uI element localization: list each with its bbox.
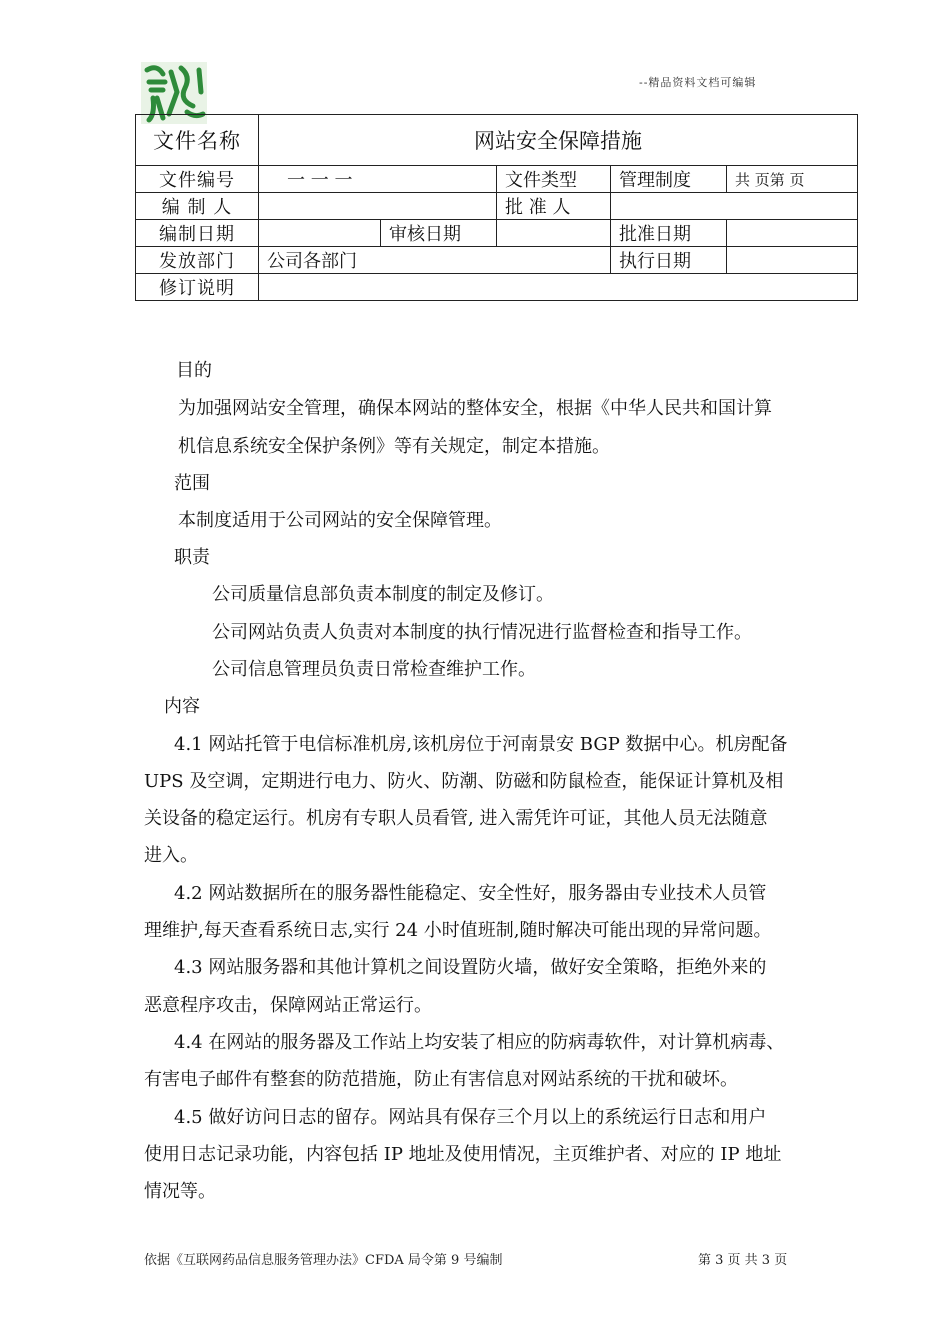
scope-heading: 范围 bbox=[174, 473, 210, 494]
revision-value bbox=[259, 274, 858, 301]
review-date-label: 审核日期 bbox=[381, 220, 497, 247]
approver-label: 批 准 人 bbox=[497, 193, 611, 220]
scope-text: 本制度适用于公司网站的安全保障管理。 bbox=[178, 510, 502, 531]
file-name-label: 文件名称 bbox=[136, 115, 259, 166]
document-info-table bbox=[135, 114, 858, 301]
purpose-line-1: 为加强网站安全管理，确保本网站的整体安全，根据《中华人民共和国计算 bbox=[178, 398, 772, 419]
page-info: 共 页第 页 bbox=[727, 166, 858, 193]
exec-date-label: 执行日期 bbox=[611, 247, 727, 274]
file-name-value: 网站安全保障措施 bbox=[259, 115, 858, 166]
file-no-label: 文件编号 bbox=[136, 166, 259, 193]
date-value bbox=[259, 220, 381, 247]
duty-heading: 职责 bbox=[174, 547, 210, 568]
author-label: 编 制 人 bbox=[136, 193, 259, 220]
duty-item-3: 公司信息管理员负责日常检查维护工作。 bbox=[212, 659, 536, 680]
section-4-1-line-1: 4.1 网站托管于电信标准机房,该机房位于河南景安 BGP 数据中心。机房配备 bbox=[174, 734, 788, 755]
section-4-1-line-3: 关设备的稳定运行。机房有专职人员看管, 进入需凭许可证，其他人员无法随意 bbox=[144, 808, 768, 829]
approve-date-value bbox=[727, 220, 858, 247]
section-4-4-line-2: 有害电子邮件有整套的防范措施，防止有害信息对网站系统的干扰和破坏。 bbox=[144, 1069, 738, 1090]
section-4-2-line-1: 4.2 网站数据所在的服务器性能稳定、安全性好，服务器由专业技术人员管 bbox=[174, 883, 767, 904]
footer-page-number: 第 3 页 共 3 页 bbox=[698, 1253, 788, 1268]
purpose-line-2: 机信息系统安全保护条例》等有关规定，制定本措施。 bbox=[178, 436, 610, 457]
approve-date-label: 批准日期 bbox=[611, 220, 727, 247]
exec-date-value bbox=[727, 247, 858, 274]
footer-regulation: 依据《互联网药品信息服务管理办法》CFDA 局令第 9 号编制 bbox=[144, 1253, 503, 1268]
section-4-5-line-3: 情况等。 bbox=[144, 1181, 216, 1202]
file-type-label: 文件类型 bbox=[497, 166, 611, 193]
section-4-1-line-4: 进入。 bbox=[144, 845, 198, 866]
duty-item-2: 公司网站负责人负责对本制度的执行情况进行监督检查和指导工作。 bbox=[212, 622, 752, 643]
revision-label: 修订说明 bbox=[136, 274, 259, 301]
review-date-value bbox=[497, 220, 611, 247]
purpose-heading: 目的 bbox=[176, 360, 212, 381]
dept-value: 公司各部门 bbox=[259, 247, 611, 274]
date-label: 编制日期 bbox=[136, 220, 259, 247]
section-4-5-line-2: 使用日志记录功能，内容包括 IP 地址及使用情况，主页维护者、对应的 IP 地址 bbox=[144, 1144, 782, 1165]
section-4-1-line-2: UPS 及空调，定期进行电力、防火、防潮、防磁和防鼠检查，能保证计算机及相 bbox=[144, 771, 784, 792]
file-no-value: 一 一 一 bbox=[259, 166, 497, 193]
section-4-3-line-2: 恶意程序攻击，保障网站正常运行。 bbox=[144, 995, 432, 1016]
file-type-value: 管理制度 bbox=[611, 166, 727, 193]
duty-item-1: 公司质量信息部负责本制度的制定及修订。 bbox=[212, 584, 554, 605]
author-value bbox=[259, 193, 497, 220]
section-4-3-line-1: 4.3 网站服务器和其他计算机之间设置防火墙，做好安全策略，拒绝外来的 bbox=[174, 957, 767, 978]
header-note: --精品资料文档可编辑 bbox=[639, 76, 757, 89]
section-4-4-line-1: 4.4 在网站的服务器及工作站上均安装了相应的防病毒软件，对计算机病毒、 bbox=[174, 1032, 785, 1053]
section-4-2-line-2: 理维护,每天查看系统日志,实行 24 小时值班制,随时解决可能出现的异常问题。 bbox=[144, 920, 772, 941]
approver-value bbox=[611, 193, 858, 220]
section-4-5-line-1: 4.5 做好访问日志的留存。网站具有保存三个月以上的系统运行日志和用户 bbox=[174, 1107, 767, 1128]
dept-label: 发放部门 bbox=[136, 247, 259, 274]
content-heading: 内容 bbox=[164, 696, 200, 717]
